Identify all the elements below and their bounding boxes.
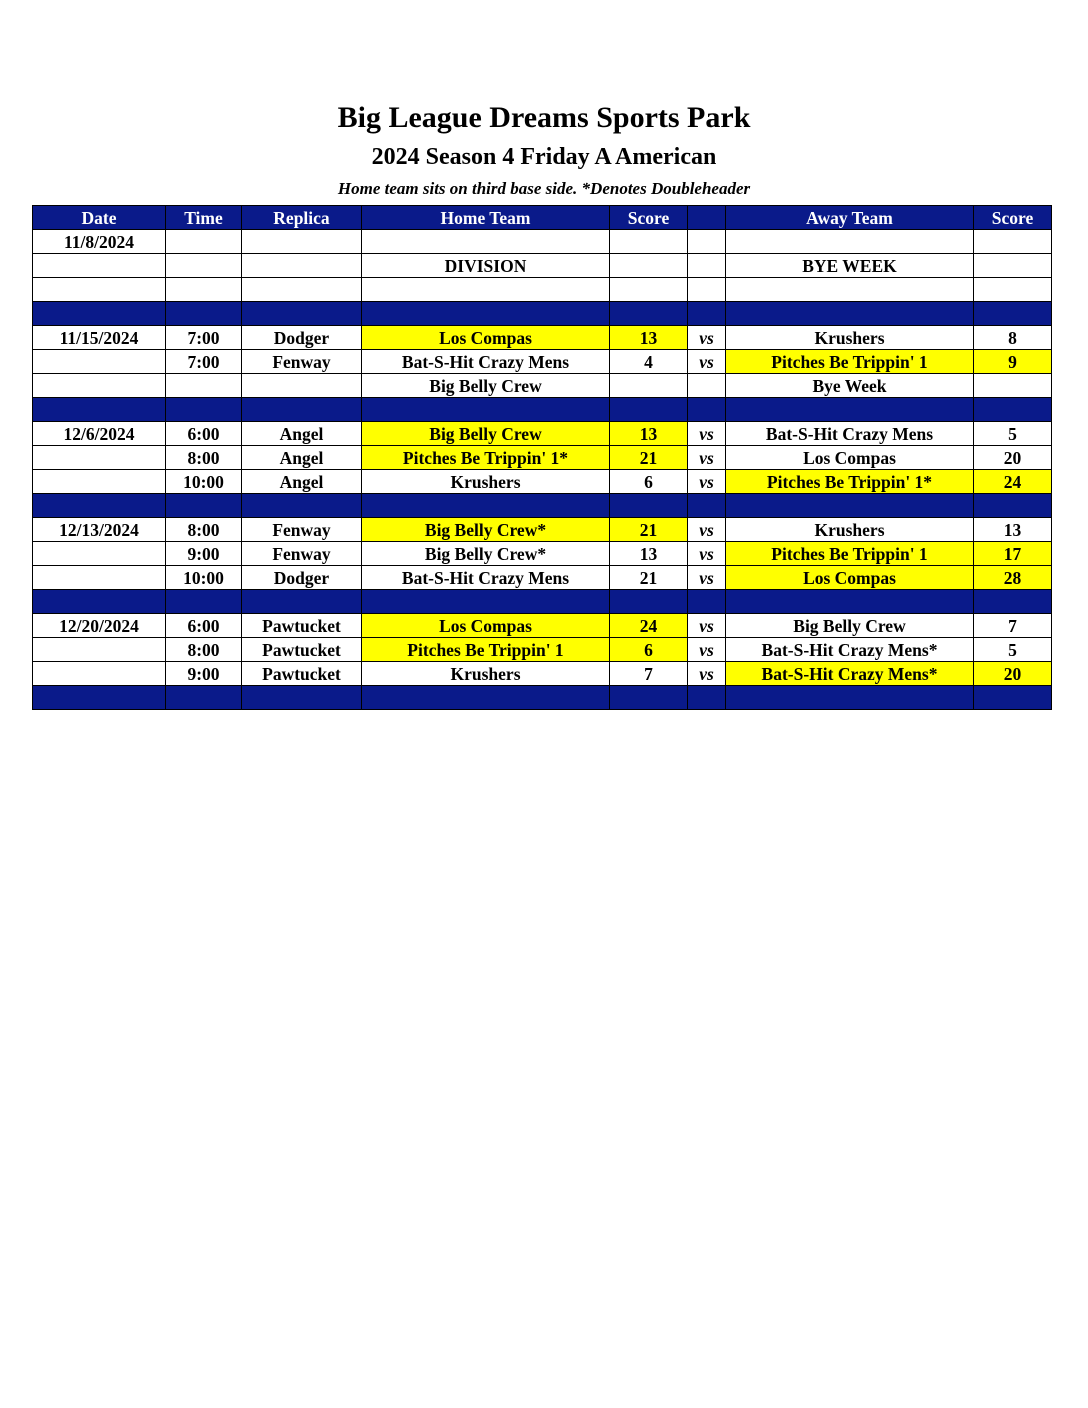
header-replica: Replica — [242, 206, 362, 230]
separator-cell — [166, 590, 242, 614]
vs-cell: vs — [688, 350, 726, 374]
separator-cell — [688, 686, 726, 710]
separator-cell — [362, 302, 610, 326]
home-team-cell — [362, 230, 610, 254]
away-score-cell: 20 — [974, 662, 1052, 686]
away-team-cell: Bat-S-Hit Crazy Mens* — [726, 638, 974, 662]
replica-cell: Pawtucket — [242, 638, 362, 662]
separator-row — [33, 686, 1052, 710]
game-row — [33, 230, 1052, 254]
vs-cell: vs — [688, 542, 726, 566]
vs-cell: vs — [688, 422, 726, 446]
game-row — [33, 350, 1052, 374]
separator-cell — [166, 494, 242, 518]
game-row — [33, 254, 1052, 278]
date-cell — [33, 254, 166, 278]
game-row — [33, 326, 1052, 350]
home-team-cell: Los Compas — [362, 326, 610, 350]
home-score-cell: 6 — [610, 638, 688, 662]
away-team-cell: Bat-S-Hit Crazy Mens — [726, 422, 974, 446]
home-score-cell: 7 — [610, 662, 688, 686]
vs-cell: vs — [688, 518, 726, 542]
home-score-cell: 21 — [610, 518, 688, 542]
separator-cell — [974, 302, 1052, 326]
separator-row — [33, 590, 1052, 614]
date-cell — [33, 542, 166, 566]
time-cell — [166, 278, 242, 302]
separator-cell — [974, 590, 1052, 614]
time-cell: 10:00 — [166, 566, 242, 590]
separator-cell — [974, 686, 1052, 710]
separator-cell — [726, 686, 974, 710]
away-score-cell: 28 — [974, 566, 1052, 590]
home-score-cell — [610, 230, 688, 254]
game-row — [33, 374, 1052, 398]
vs-cell — [688, 278, 726, 302]
time-cell: 8:00 — [166, 446, 242, 470]
away-team-cell: Los Compas — [726, 566, 974, 590]
away-score-cell: 20 — [974, 446, 1052, 470]
date-cell: 12/20/2024 — [33, 614, 166, 638]
away-score-cell — [974, 230, 1052, 254]
vs-cell — [688, 374, 726, 398]
separator-row — [33, 302, 1052, 326]
date-cell — [33, 566, 166, 590]
home-score-cell: 21 — [610, 566, 688, 590]
header-date: Date — [33, 206, 166, 230]
schedule-note: Home team sits on third base side. *Denotes Doubleheader — [337, 179, 751, 198]
time-cell — [166, 230, 242, 254]
time-cell — [166, 254, 242, 278]
separator-cell — [242, 686, 362, 710]
date-cell: 11/15/2024 — [33, 326, 166, 350]
separator-cell — [242, 590, 362, 614]
separator-cell — [33, 302, 166, 326]
replica-cell — [242, 254, 362, 278]
separator-cell — [166, 302, 242, 326]
separator-cell — [242, 494, 362, 518]
away-score-cell: 5 — [974, 638, 1052, 662]
separator-cell — [688, 302, 726, 326]
separator-cell — [688, 590, 726, 614]
time-cell: 10:00 — [166, 470, 242, 494]
away-score-cell: 9 — [974, 350, 1052, 374]
replica-cell: Angel — [242, 446, 362, 470]
away-team-cell — [726, 230, 974, 254]
header-away-team: Away Team — [726, 206, 974, 230]
separator-cell — [166, 686, 242, 710]
replica-cell: Angel — [242, 470, 362, 494]
separator-cell — [33, 590, 166, 614]
replica-cell: Angel — [242, 422, 362, 446]
away-team-cell: Pitches Be Trippin' 1* — [726, 470, 974, 494]
date-cell — [33, 446, 166, 470]
home-team-cell: Big Belly Crew* — [362, 518, 610, 542]
home-score-cell: 13 — [610, 422, 688, 446]
replica-cell: Dodger — [242, 566, 362, 590]
time-cell: 6:00 — [166, 422, 242, 446]
time-cell: 8:00 — [166, 518, 242, 542]
date-cell: 11/8/2024 — [33, 230, 166, 254]
away-score-cell — [974, 278, 1052, 302]
away-team-cell — [726, 278, 974, 302]
home-team-cell: Big Belly Crew — [362, 374, 610, 398]
replica-cell: Pawtucket — [242, 662, 362, 686]
home-score-cell: 13 — [610, 326, 688, 350]
separator-cell — [33, 494, 166, 518]
separator-cell — [33, 686, 166, 710]
time-cell: 7:00 — [166, 326, 242, 350]
separator-cell — [726, 302, 974, 326]
away-team-cell: Bye Week — [726, 374, 974, 398]
away-team-cell: Krushers — [726, 518, 974, 542]
away-team-cell: BYE WEEK — [726, 254, 974, 278]
time-cell: 8:00 — [166, 638, 242, 662]
away-score-cell — [974, 254, 1052, 278]
vs-cell: vs — [688, 446, 726, 470]
separator-cell — [166, 398, 242, 422]
home-score-cell: 24 — [610, 614, 688, 638]
time-cell — [166, 374, 242, 398]
date-cell: 12/13/2024 — [33, 518, 166, 542]
home-score-cell: 13 — [610, 542, 688, 566]
away-score-cell: 17 — [974, 542, 1052, 566]
separator-cell — [688, 398, 726, 422]
game-row — [33, 614, 1052, 638]
separator-cell — [726, 494, 974, 518]
replica-cell: Dodger — [242, 326, 362, 350]
separator-cell — [242, 302, 362, 326]
game-row — [33, 470, 1052, 494]
date-cell — [33, 350, 166, 374]
separator-cell — [974, 398, 1052, 422]
replica-cell: Fenway — [242, 350, 362, 374]
separator-cell — [974, 494, 1052, 518]
vs-cell: vs — [688, 638, 726, 662]
date-cell — [33, 374, 166, 398]
replica-cell: Fenway — [242, 518, 362, 542]
game-row — [33, 638, 1052, 662]
date-cell — [33, 470, 166, 494]
away-score-cell: 13 — [974, 518, 1052, 542]
separator-cell — [610, 686, 688, 710]
home-score-cell — [610, 254, 688, 278]
vs-cell — [688, 230, 726, 254]
vs-cell: vs — [688, 470, 726, 494]
home-team-cell: DIVISION — [362, 254, 610, 278]
home-team-cell: Bat-S-Hit Crazy Mens — [362, 566, 610, 590]
away-team-cell: Pitches Be Trippin' 1 — [726, 542, 974, 566]
home-score-cell: 6 — [610, 470, 688, 494]
separator-row — [33, 398, 1052, 422]
away-score-cell: 5 — [974, 422, 1052, 446]
date-cell: 12/6/2024 — [33, 422, 166, 446]
separator-cell — [610, 302, 688, 326]
replica-cell — [242, 278, 362, 302]
header-vs — [688, 206, 726, 230]
separator-cell — [33, 398, 166, 422]
separator-row — [33, 494, 1052, 518]
game-row — [33, 518, 1052, 542]
replica-cell — [242, 230, 362, 254]
home-team-cell: Krushers — [362, 470, 610, 494]
away-score-cell: 8 — [974, 326, 1052, 350]
replica-cell — [242, 374, 362, 398]
replica-cell: Fenway — [242, 542, 362, 566]
time-cell: 6:00 — [166, 614, 242, 638]
game-row — [33, 662, 1052, 686]
separator-cell — [688, 494, 726, 518]
home-team-cell — [362, 278, 610, 302]
header-home-score: Score — [610, 206, 688, 230]
home-team-cell: Big Belly Crew — [362, 422, 610, 446]
away-team-cell: Pitches Be Trippin' 1 — [726, 350, 974, 374]
game-row — [33, 278, 1052, 302]
schedule-body — [33, 230, 1052, 710]
header-row — [33, 206, 1052, 230]
home-team-cell: Pitches Be Trippin' 1* — [362, 446, 610, 470]
date-cell — [33, 278, 166, 302]
time-cell: 7:00 — [166, 350, 242, 374]
time-cell: 9:00 — [166, 542, 242, 566]
separator-cell — [362, 398, 610, 422]
separator-cell — [610, 494, 688, 518]
time-cell: 9:00 — [166, 662, 242, 686]
date-cell — [33, 638, 166, 662]
separator-cell — [726, 398, 974, 422]
home-team-cell: Bat-S-Hit Crazy Mens — [362, 350, 610, 374]
vs-cell: vs — [688, 614, 726, 638]
away-team-cell: Bat-S-Hit Crazy Mens* — [726, 662, 974, 686]
date-cell — [33, 662, 166, 686]
home-score-cell — [610, 374, 688, 398]
game-row — [33, 566, 1052, 590]
game-row — [33, 542, 1052, 566]
home-score-cell: 21 — [610, 446, 688, 470]
header-time: Time — [166, 206, 242, 230]
away-team-cell: Big Belly Crew — [726, 614, 974, 638]
separator-cell — [362, 686, 610, 710]
game-row — [33, 446, 1052, 470]
separator-cell — [362, 590, 610, 614]
replica-cell: Pawtucket — [242, 614, 362, 638]
away-score-cell: 24 — [974, 470, 1052, 494]
separator-cell — [610, 590, 688, 614]
vs-cell: vs — [688, 326, 726, 350]
home-team-cell: Krushers — [362, 662, 610, 686]
schedule-table — [32, 205, 1052, 710]
separator-cell — [242, 398, 362, 422]
home-score-cell — [610, 278, 688, 302]
away-team-cell: Krushers — [726, 326, 974, 350]
home-team-cell: Big Belly Crew* — [362, 542, 610, 566]
vs-cell: vs — [688, 566, 726, 590]
separator-cell — [726, 590, 974, 614]
home-team-cell: Los Compas — [362, 614, 610, 638]
page-title: Big League Dreams Sports Park — [337, 101, 751, 134]
home-team-cell: Pitches Be Trippin' 1 — [362, 638, 610, 662]
header-away-score: Score — [974, 206, 1052, 230]
vs-cell: vs — [688, 662, 726, 686]
away-score-cell — [974, 374, 1052, 398]
away-team-cell: Los Compas — [726, 446, 974, 470]
away-score-cell: 7 — [974, 614, 1052, 638]
separator-cell — [610, 398, 688, 422]
vs-cell — [688, 254, 726, 278]
game-row — [33, 422, 1052, 446]
separator-cell — [362, 494, 610, 518]
header-home-team: Home Team — [362, 206, 610, 230]
season-subtitle: 2024 Season 4 Friday A American — [371, 144, 717, 170]
home-score-cell: 4 — [610, 350, 688, 374]
